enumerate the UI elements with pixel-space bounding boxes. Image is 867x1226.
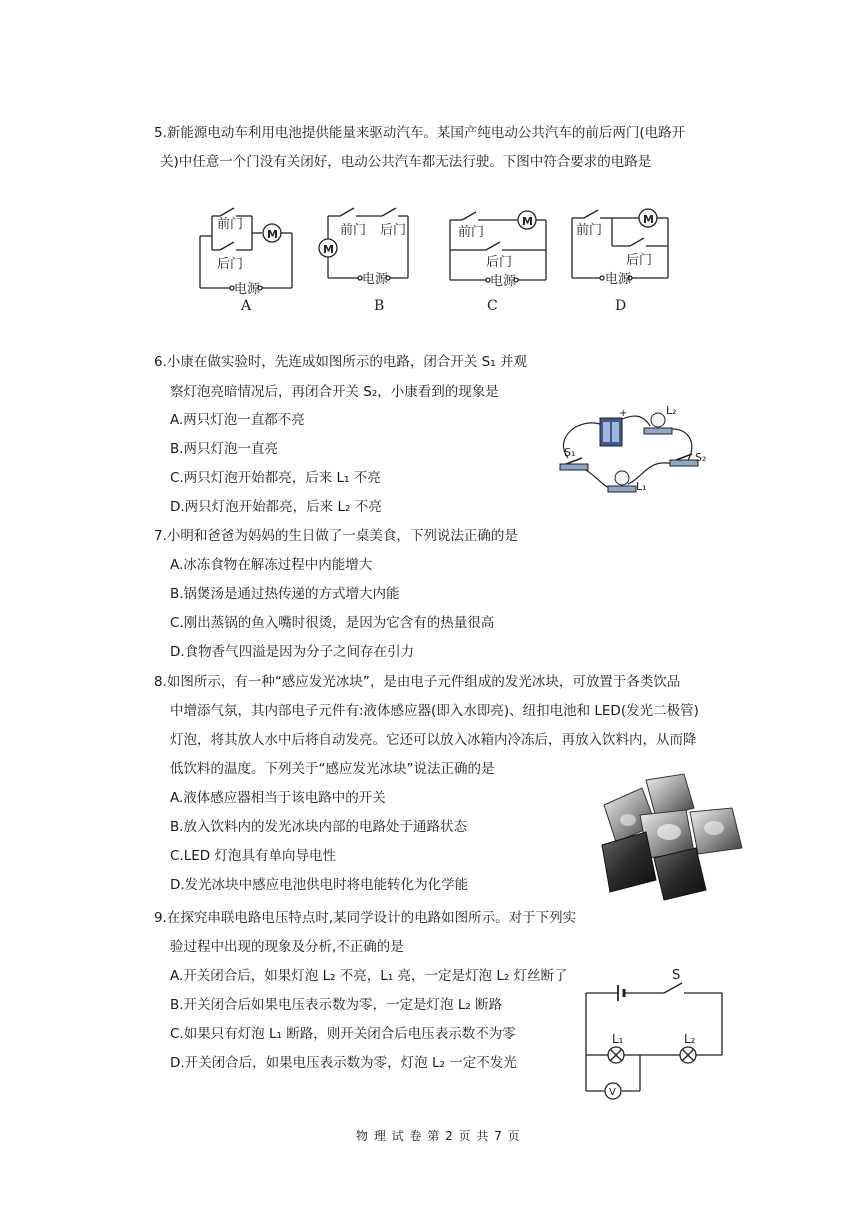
q7-stem: 7.小明和爸爸为妈妈的生日做了一桌美食，下列说法正确的是 (154, 528, 518, 544)
battery-plus-label: + (619, 408, 628, 419)
circuit-a-front-label: 前门 (217, 217, 244, 232)
q9-stem-line1: 9.在探究串联电路电压特点时,某同学设计的电路如图所示。对于下列实 (154, 910, 577, 926)
circuit-b-front-label: 前门 (340, 223, 367, 238)
q6-stem-line2: 察灯泡亮暗情况后，再闭合开关 S₂，小康看到的现象是 (170, 384, 499, 400)
q7-option-b: B.锅煲汤是通过热传递的方式增大内能 (170, 586, 400, 602)
switch-icon (664, 983, 682, 993)
circuit-a-rear-label: 后门 (217, 257, 244, 272)
circuit-a-caption: A (241, 298, 252, 314)
circuit-c-front-label: 前门 (458, 225, 485, 240)
q8-option-d: D.发光冰块中感应电池供电时将电能转化为化学能 (170, 877, 469, 893)
q6-option-b: B.两只灯泡一直亮 (170, 441, 279, 457)
circuit-d-rear-label: 后门 (626, 253, 653, 268)
q6-circuit-figure (548, 398, 718, 500)
q9-option-d: D.开关闭合后，如果电压表示数为零，灯泡 L₂ 一定不发光 (170, 1055, 517, 1071)
q9-circuit-figure (580, 965, 730, 1100)
glowing-ice-cubes-photo (594, 770, 754, 905)
circuit-d-motor-label: M (643, 213, 654, 226)
circuit-c-source-label: 电源 (490, 274, 517, 289)
switch-s1-icon (560, 464, 588, 470)
bulb-l1-base (608, 486, 636, 492)
q5-stem-line1: 5.新能源电动车利用电池提供能量来驱动汽车。某国产纯电动公共汽车的前后两门(电路开 (154, 125, 686, 141)
circuit-c-motor-label: M (522, 215, 533, 228)
s1-label: S₁ (564, 446, 576, 459)
q6-option-c: C.两只灯泡开始都亮，后来 L₁ 不亮 (170, 470, 381, 486)
circuit-b-caption: B (374, 298, 385, 314)
q5-circuits-figure (190, 198, 670, 318)
q9-option-a: A.开关闭合后，如果灯泡 L₂ 不亮，L₁ 亮，一定是灯泡 L₂ 灯丝断了 (170, 968, 568, 984)
switch-label: S (672, 968, 681, 983)
l1-label: L₁ (636, 480, 647, 493)
switch-s2-icon (670, 460, 698, 466)
circuit-b-source-label: 电源 (362, 272, 389, 287)
q8-option-a: A.液体感应器相当于该电路中的开关 (170, 790, 386, 806)
bulb-l1-icon (615, 471, 629, 485)
bulb-l2-icon (651, 413, 665, 427)
q7-option-d: D.食物香气四溢是因为分子之间存在引力 (170, 644, 415, 660)
q8-stem-line3: 灯泡，将其放人水中后将自动发亮。它还可以放入冰箱内冷冻后，再放入饮料内，从而降 (170, 732, 697, 748)
l2-label: L₂ (666, 404, 677, 417)
q9-stem-line2: 验过程中出现的现象及分析,不正确的是 (170, 939, 404, 955)
circuit-d-source-label: 电源 (605, 272, 632, 287)
q8-option-c: C.LED 灯泡具有单向导电性 (170, 848, 336, 864)
q6-option-a: A.两只灯泡一直都不亮 (170, 412, 305, 428)
voltmeter-label: V (609, 1087, 616, 1098)
circuit-a-source-label: 电源 (234, 282, 261, 297)
l1-label: L₁ (612, 1032, 624, 1046)
q8-stem-line4: 低饮料的温度。下列关于“感应发光冰块”说法正确的是 (170, 761, 495, 777)
circuit-a-motor-label: M (267, 228, 278, 241)
circuit-b-rear-label: 后门 (380, 223, 407, 238)
circuit-b-motor-label: M (323, 243, 334, 256)
q9-option-b: B.开关闭合后如果电压表示数为零，一定是灯泡 L₂ 断路 (170, 997, 503, 1013)
q9-option-c: C.如果只有灯泡 L₁ 断路，则开关闭合后电压表示数不为零 (170, 1026, 516, 1042)
q5-stem-line2: 关)中任意一个门没有关闭好，电动公共汽车都无法行驶。下图中符合要求的电路是 (160, 154, 652, 170)
q8-option-b: B.放入饮料内的发光冰块内部的电路处于通路状态 (170, 819, 468, 835)
q6-stem-line1: 6.小康在做实验时，先连成如图所示的电路，闭合开关 S₁ 并观 (154, 354, 527, 370)
q8-stem-line1: 8.如图所示，有一种“感应发光冰块”，是由电子元件组成的发光冰块，可放置于各类饮品 (154, 674, 681, 690)
bulb-l2-base (644, 428, 672, 434)
circuit-a (200, 208, 292, 290)
q6-option-d: D.两只灯泡开始都亮，后来 L₂ 不亮 (170, 499, 382, 515)
q8-stem-line2: 中增添气氛，其内部电子元件有:液体感应器(即入水即亮)、纽扣电池和 LED(发光二极管) (170, 703, 699, 719)
l2-label: L₂ (684, 1032, 696, 1046)
q7-option-a: A.冰冻食物在解冻过程中内能增大 (170, 557, 373, 573)
circuit-c-rear-label: 后门 (486, 255, 513, 270)
q7-option-c: C.刚出蒸锅的鱼入嘴时很烫，是因为它含有的热量很高 (170, 615, 495, 631)
circuit-d-front-label: 前门 (576, 223, 603, 238)
page-footer: 物 理 试 卷 第 2 页 共 7 页 (356, 1129, 521, 1143)
circuit-d-caption: D (615, 298, 627, 314)
s2-label: S₂ (695, 451, 707, 464)
circuit-c-caption: C (487, 298, 498, 314)
